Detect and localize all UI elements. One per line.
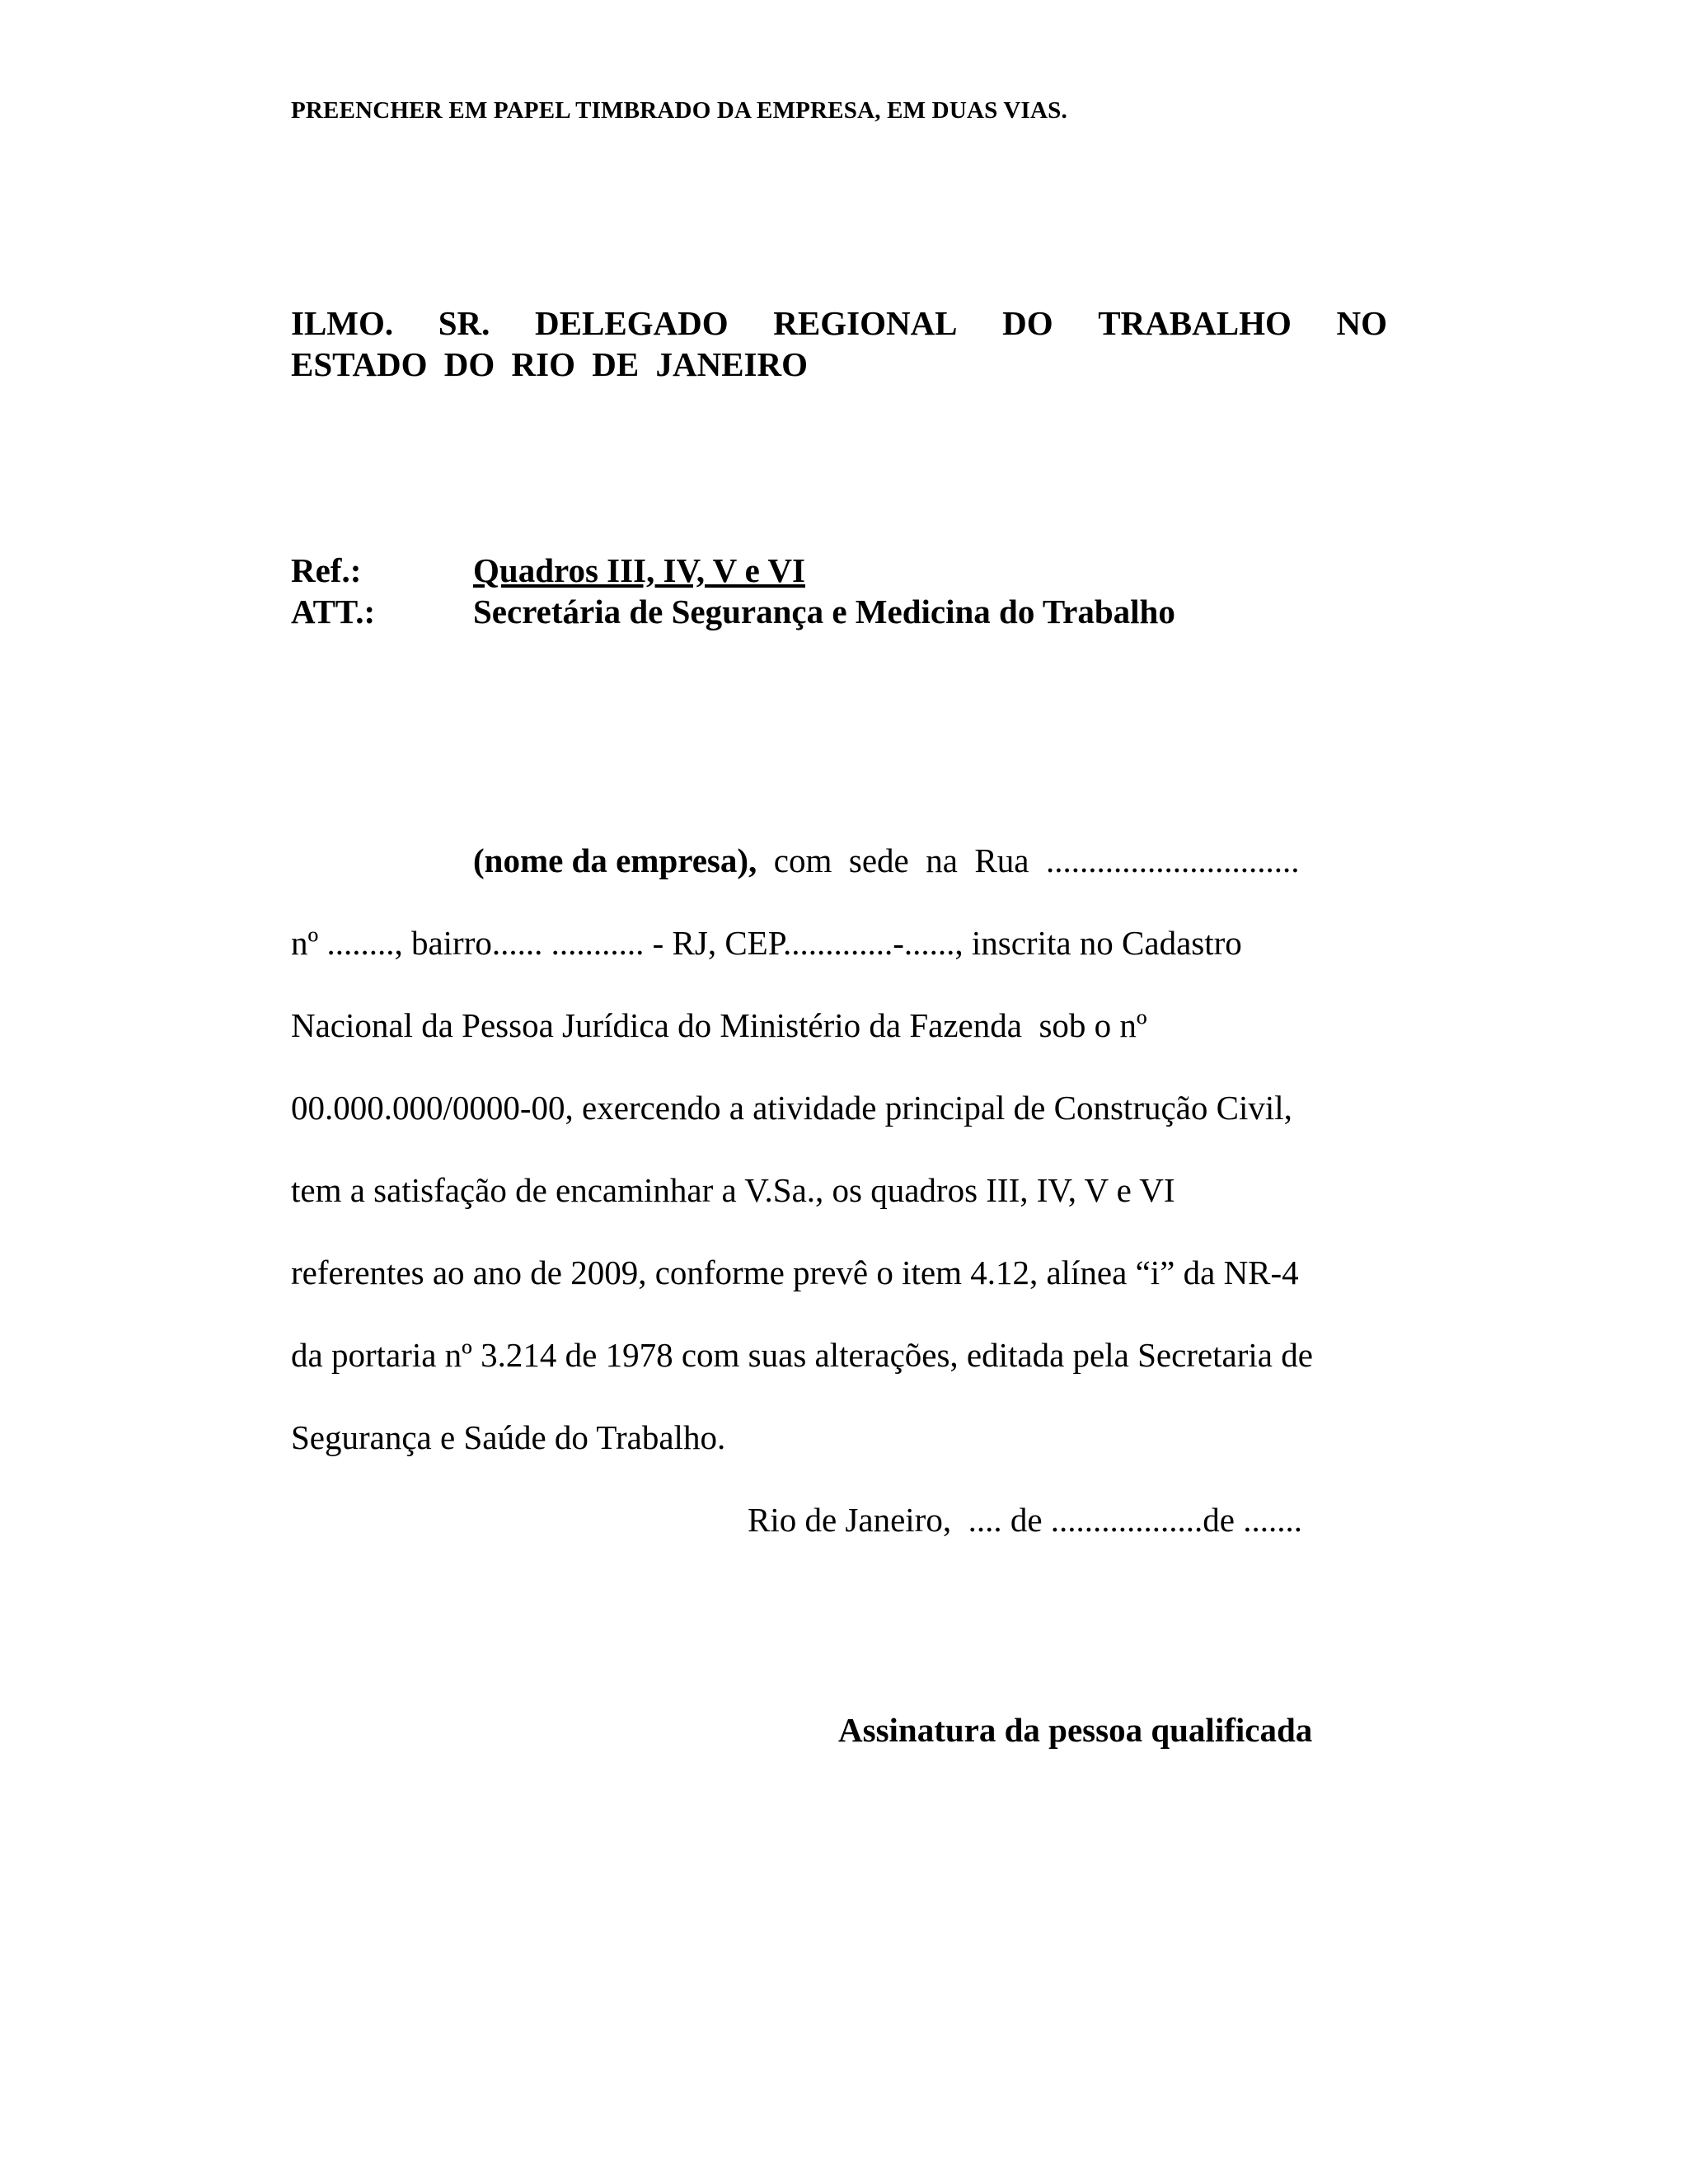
body-line-3: Nacional da Pessoa Jurídica do Ministério da Fazenda sob o nº bbox=[291, 1006, 1147, 1044]
instruction-note: PREENCHER EM PAPEL TIMBRADO DA EMPRESA, EM DUAS VIAS. bbox=[291, 97, 1067, 124]
body-line-1 bbox=[473, 841, 1299, 880]
addressee-word: NO bbox=[1336, 304, 1387, 342]
addressee-word: TRABALHO bbox=[1098, 304, 1292, 342]
body-line-8: Segurança e Saúde do Trabalho. bbox=[291, 1418, 726, 1456]
date-line: Rio de Janeiro, .... de ..................de ....... bbox=[748, 1501, 1302, 1539]
ref-value: Quadros III, IV, V e VI bbox=[473, 551, 805, 589]
body-line-2: nº ........, bairro...... ........... - RJ, CEP.............-......, inscrita no Cadastro bbox=[291, 924, 1242, 962]
addressee-word: DELEGADO bbox=[535, 304, 729, 342]
body-line-4: 00.000.000/0000-00, exercendo a atividade principal de Construção Civil, bbox=[291, 1089, 1292, 1127]
addressee-word: DO bbox=[1002, 304, 1053, 342]
addressee-line-2: ESTADO DO RIO DE JANEIRO bbox=[291, 345, 808, 383]
body-line-7: da portaria nº 3.214 de 1978 com suas alterações, editada pela Secretaria de bbox=[291, 1336, 1313, 1374]
addressee-word: SR. bbox=[438, 304, 490, 342]
att-label: ATT.: bbox=[291, 593, 376, 630]
addressee-word: REGIONAL bbox=[773, 304, 958, 342]
att-value: Secretária de Segurança e Medicina do Trabalho bbox=[473, 593, 1175, 630]
body-line-1-rest: com sede na Rua .............................. bbox=[757, 841, 1300, 879]
company-name-placeholder: (nome da empresa), bbox=[473, 841, 757, 879]
signature-label: Assinatura da pessoa qualificada bbox=[838, 1711, 1313, 1749]
body-line-6: referentes ao ano de 2009, conforme prevê o item 4.12, alínea “i” da NR-4 bbox=[291, 1254, 1299, 1291]
ref-label: Ref.: bbox=[291, 551, 362, 589]
addressee-line-1 bbox=[291, 303, 1387, 343]
body-line-5: tem a satisfação de encaminhar a V.Sa., os quadros III, IV, V e VI bbox=[291, 1171, 1175, 1209]
addressee-word: ILMO. bbox=[291, 304, 394, 342]
